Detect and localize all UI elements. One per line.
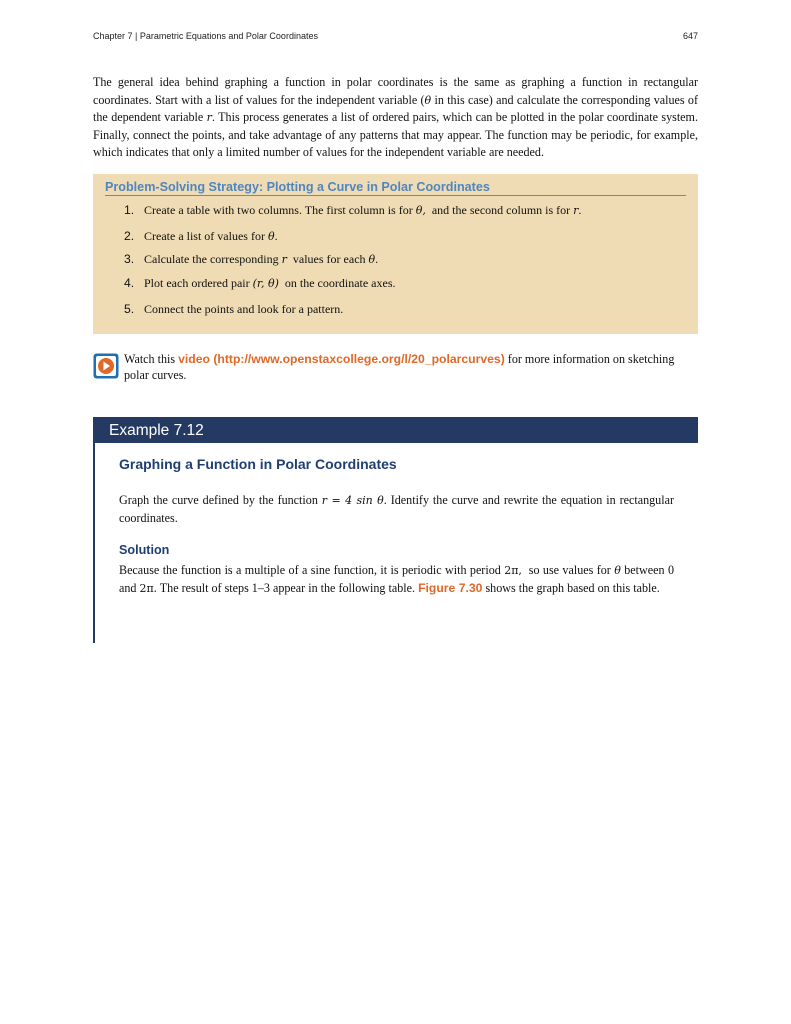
strategy-step-1	[124, 202, 684, 219]
step-number: 4.	[124, 276, 135, 290]
example-label: Example 7.12	[109, 422, 204, 439]
media-text	[124, 351, 692, 383]
intro-text-1: The general idea behind graphing a function in polar coordinates is the same as graphing a function in rectangular coordinates. Start with a list of values for the independent variable (	[93, 75, 698, 107]
chapter-title: Chapter 7 | Parametric Equations and Polar Coordinates	[93, 31, 318, 41]
problem-text: . Identify the curve and rewrite the equation in rectangular coordinates.	[119, 493, 674, 525]
step-math: θ	[368, 253, 376, 266]
solution-math: 2π	[139, 581, 154, 595]
intro-text-3: . This process generates a list of ordered pairs, which can be plotted in the polar coordinate system. Finally, connect the points, and take advantage of any patterns that may appear. The function may be periodic, for example, which indicates that only a limited number of values for the independent variable are needed.	[93, 110, 698, 160]
problem-solving-strategy-box	[93, 174, 698, 334]
step-text: Connect the points and look for a pattern.	[144, 302, 344, 316]
media-prefix: Watch this	[124, 352, 179, 366]
play-video-icon[interactable]	[93, 353, 119, 379]
step-math: (r, θ)	[252, 277, 279, 290]
strategy-step-3	[124, 251, 684, 268]
solution-text: between 0 and	[119, 563, 675, 595]
solution-title: Solution	[119, 543, 170, 557]
step-text: Calculate the corresponding	[144, 252, 282, 266]
intro-math-r: r	[206, 111, 212, 125]
step-text: Create a list of values for	[144, 229, 268, 243]
step-text: Create a table with two columns. The first column is for	[144, 203, 416, 217]
step-math: θ	[267, 230, 275, 243]
figure-link[interactable]: Figure 7.30	[418, 580, 483, 595]
solution-text: so use values for	[521, 563, 615, 577]
solution-math: θ	[614, 564, 621, 577]
intro-text-2: in this case) and calculate the corresponding values of the dependent variable	[93, 92, 698, 125]
step-text: .	[578, 203, 582, 217]
page-number: 647	[682, 31, 698, 41]
problem-equation: r = 4 sin θ	[321, 494, 384, 507]
solution-text: shows the graph based on this table.	[482, 580, 660, 595]
solution-paragraph	[119, 562, 674, 597]
example-problem	[119, 492, 674, 527]
step-text: and the second column is for	[425, 203, 574, 217]
solution-math: 2π,	[504, 564, 522, 577]
problem-text: Graph the curve defined by the function	[119, 493, 322, 507]
example-header-bar	[93, 417, 698, 443]
solution-text: . The result of steps 1–3 appear in the following table.	[153, 580, 419, 595]
step-number: 2.	[124, 229, 135, 243]
step-number: 1.	[124, 203, 135, 217]
step-text: .	[375, 252, 379, 266]
step-text: values for each	[286, 252, 369, 266]
page-header	[93, 31, 698, 45]
video-link[interactable]: video (http://www.openstaxcollege.org/l/20_polarcurves)	[178, 352, 505, 366]
step-text: on the coordinate axes.	[278, 276, 396, 290]
step-text: .	[274, 229, 278, 243]
intro-paragraph	[93, 74, 698, 162]
media-suffix: for more information on sketching polar curves.	[124, 352, 675, 382]
step-math: θ,	[415, 204, 426, 217]
step-number: 5.	[124, 302, 135, 316]
strategy-step-5	[124, 301, 684, 317]
step-text: Plot each ordered pair	[144, 276, 253, 290]
solution-text: Because the function is a multiple of a sine function, it is periodic with period	[119, 563, 505, 577]
step-math: r	[281, 253, 287, 266]
step-math: r	[573, 204, 579, 217]
step-number: 3.	[124, 252, 135, 266]
strategy-title: Problem-Solving Strategy: Plotting a Curve in Polar Coordinates	[105, 180, 686, 196]
intro-math-theta: θ	[424, 93, 432, 107]
strategy-step-2	[124, 228, 684, 245]
example-box	[93, 417, 698, 643]
example-title: Graphing a Function in Polar Coordinates	[119, 456, 397, 472]
strategy-step-4	[124, 275, 684, 292]
example-left-rule	[93, 443, 95, 643]
